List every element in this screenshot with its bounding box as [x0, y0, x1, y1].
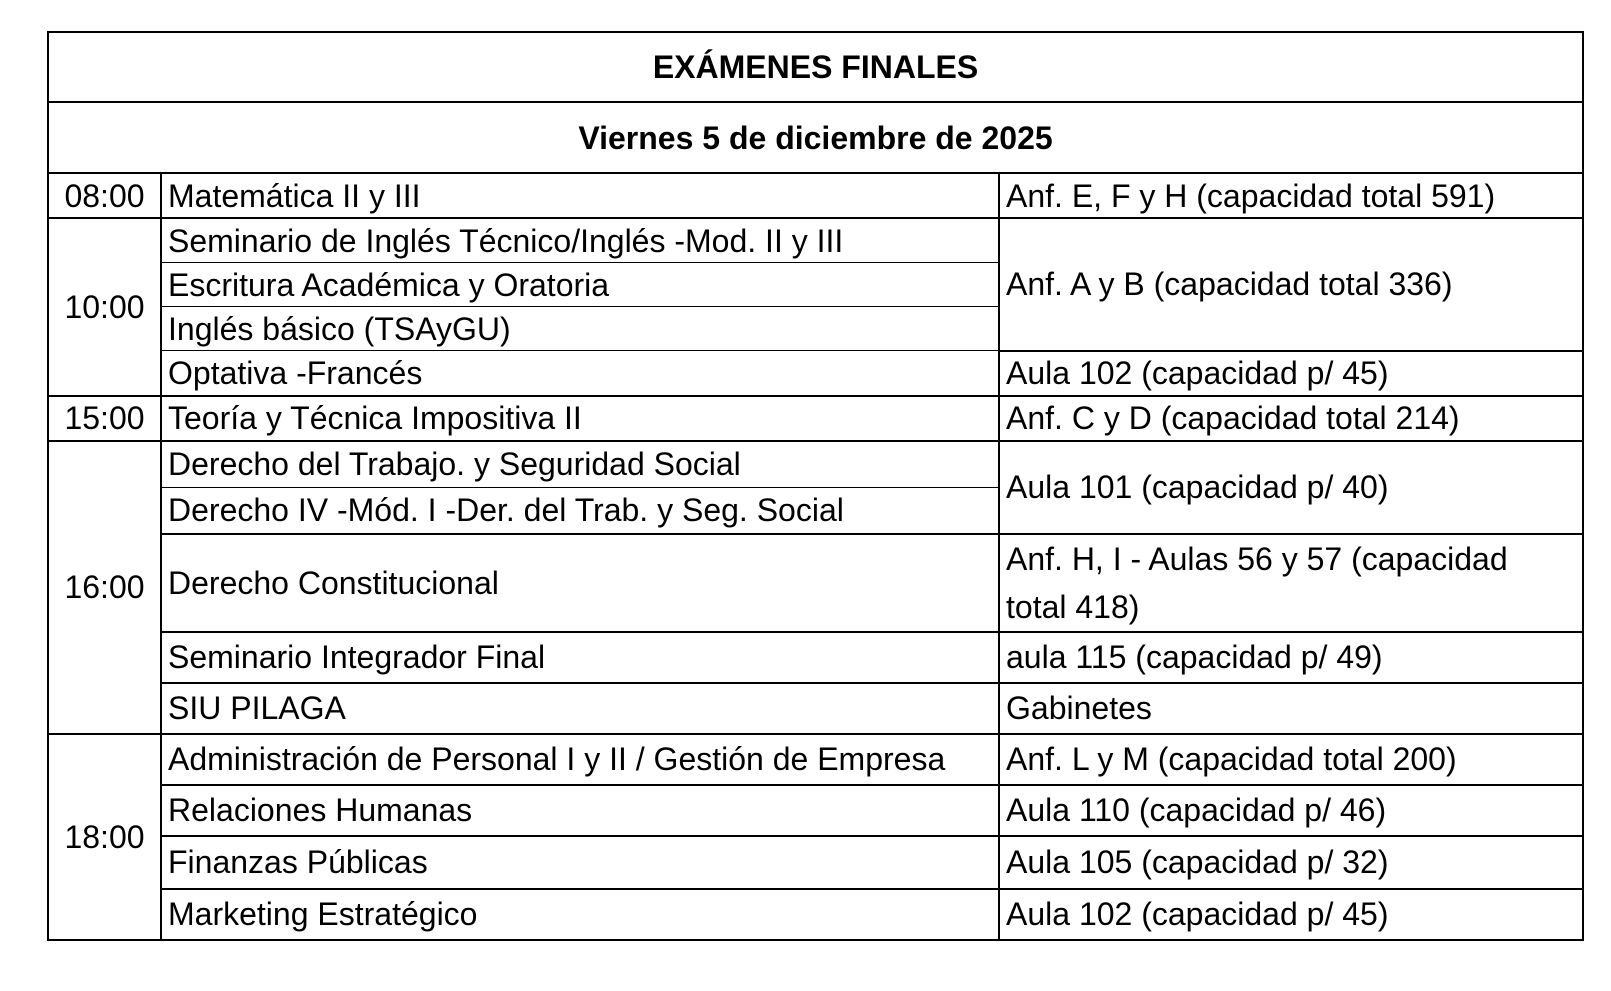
- table-row: [48, 836, 1583, 889]
- subject-cell: Escritura Académica y Oratoria: [161, 263, 999, 307]
- time-slot: 10:00: [48, 218, 161, 396]
- schedule-title: EXÁMENES FINALES: [48, 32, 1583, 102]
- subject-cell: Matemática II y III: [161, 173, 999, 218]
- time-slot: 15:00: [48, 396, 161, 441]
- exam-schedule-table: [47, 31, 1584, 941]
- time-slot: 08:00: [48, 173, 161, 218]
- table-row: [48, 785, 1583, 836]
- schedule-date: Viernes 5 de diciembre de 2025: [48, 102, 1583, 173]
- room-cell: Anf. A y B (capacidad total 336): [999, 218, 1583, 351]
- room-cell: Aula 110 (capacidad p/ 46): [999, 785, 1583, 836]
- table-row: [48, 889, 1583, 940]
- subject-cell: Seminario Integrador Final: [161, 632, 999, 683]
- subject-cell: Optativa -Francés: [161, 351, 999, 396]
- subject-cell: SIU PILAGA: [161, 683, 999, 734]
- subject-cell: Marketing Estratégico: [161, 889, 999, 940]
- subject-cell: Relaciones Humanas: [161, 785, 999, 836]
- room-cell: Anf. C y D (capacidad total 214): [999, 396, 1583, 441]
- subject-cell: Teoría y Técnica Impositiva II: [161, 396, 999, 441]
- room-cell: Anf. L y M (capacidad total 200): [999, 734, 1583, 785]
- subtitle-row: [48, 102, 1583, 173]
- room-cell: Aula 102 (capacidad p/ 45): [999, 351, 1583, 396]
- room-cell: Anf. E, F y H (capacidad total 591): [999, 173, 1583, 218]
- title-row: [48, 32, 1583, 102]
- table-row: [48, 396, 1583, 441]
- table-row: [48, 218, 1583, 263]
- room-cell: Aula 102 (capacidad p/ 45): [999, 889, 1583, 940]
- table-row: [48, 441, 1583, 488]
- time-slot: 18:00: [48, 734, 161, 940]
- room-cell: Aula 101 (capacidad p/ 40): [999, 441, 1583, 534]
- time-slot: 16:00: [48, 441, 161, 734]
- table-row: [48, 632, 1583, 683]
- room-cell: Gabinetes: [999, 683, 1583, 734]
- subject-cell: Derecho IV -Mód. I -Der. del Trab. y Seg. Social: [161, 487, 999, 534]
- subject-cell: Derecho Constitucional: [161, 534, 999, 632]
- room-cell: Anf. H, I - Aulas 56 y 57 (capacidad total 418): [999, 534, 1583, 632]
- table-row: [48, 683, 1583, 734]
- room-cell: Aula 105 (capacidad p/ 32): [999, 836, 1583, 889]
- table-row: [48, 534, 1583, 632]
- subject-cell: Seminario de Inglés Técnico/Inglés -Mod. II y III: [161, 218, 999, 263]
- subject-cell: Finanzas Públicas: [161, 836, 999, 889]
- table-row: [48, 351, 1583, 396]
- table-row: [48, 173, 1583, 218]
- subject-cell: Administración de Personal I y II / Gestión de Empresa: [161, 734, 999, 785]
- subject-cell: Derecho del Trabajo. y Seguridad Social: [161, 441, 999, 488]
- table-row: [48, 734, 1583, 785]
- subject-cell: Inglés básico (TSAyGU): [161, 307, 999, 351]
- room-cell: aula 115 (capacidad p/ 49): [999, 632, 1583, 683]
